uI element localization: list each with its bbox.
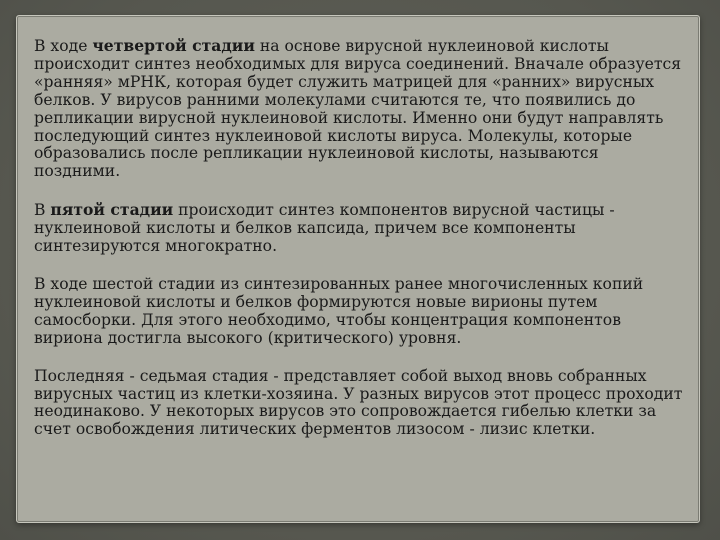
paragraph-text: В ходе xyxy=(34,37,93,55)
text-content xyxy=(34,37,688,459)
paragraph-stage-six: В ходе шестой стадии из синтезированных ранее многочисленных копий нуклеиновой кислоты и белков формируются новые вирионы путем самосборки. Для этого необходимо, чтобы концентрация компонентов вириона достигла высокого (критического) уровня. xyxy=(34,274,644,347)
paragraph-text: В xyxy=(34,201,51,220)
paragraph-stage-four xyxy=(34,37,688,181)
paragraph-stage-seven: Последняя - седьмая стадия - представляет собой выход вновь собранных вирусных частиц из клетки-хозяина. У разных вирусов этот процесс проходит неодинаково. У некоторых вирусов это сопровождается гибелью клетки за счет освобождения литических ферментов лизосом - лизис клетки. xyxy=(34,366,683,439)
paragraph-stage-five xyxy=(34,201,688,256)
paragraph-text: на основе вирусной нуклеиновой кислоты происходит синтез необходимых для вируса соединений. Вначале образуется «ранняя» мРНК, которая будет служить матрицей для «ранних» вирусных белков. У вирусов ранними молекулами считаются те, что появились до репликации вирусной нуклеиновой кислоты. Именно они будут направлять последующий синтез нуклеиновой кислоты вируса. Молекулы, которые образовались после репликации нуклеиновой кислоты, называются поздними. xyxy=(34,37,682,181)
bold-term: пятой стадии xyxy=(50,200,174,220)
bold-term: четвертой стадии xyxy=(92,36,255,55)
text-panel xyxy=(16,15,700,523)
paragraph-text: происходит синтез компонентов вирусной частицы - нуклеиновой кислоты и белков капсида, причем все компоненты синтезируются многократно. xyxy=(34,201,615,256)
